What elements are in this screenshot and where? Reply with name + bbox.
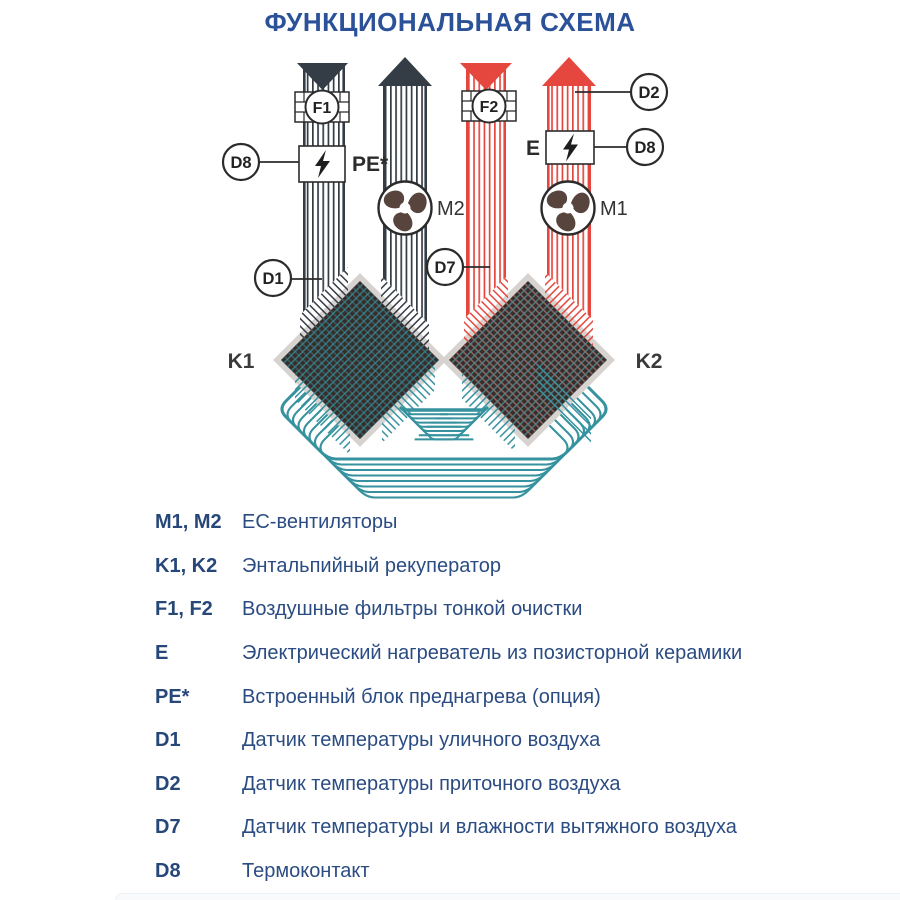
exchanger-k1-label: K1 (227, 350, 255, 373)
legend-row-k (155, 545, 742, 589)
legend-row-d7 (155, 806, 742, 850)
legend-desc: Встроенный блок преднагрева (опция) (242, 685, 601, 708)
next-section-card-edge (115, 893, 900, 900)
svg-text:D1: D1 (262, 270, 284, 288)
preheater-pe-label: PE* (352, 153, 389, 176)
exchanger-k2-label: K2 (635, 350, 663, 373)
legend-key: F1, F2 (155, 598, 213, 621)
sensor-d8-right (627, 129, 663, 165)
scheme-diagram (0, 50, 900, 510)
filter-f1 (295, 91, 349, 124)
legend-row-d8 (155, 850, 742, 894)
scheme-svg (0, 50, 900, 510)
filter-f1-label: F1 (312, 100, 332, 117)
fan-m1-label: M1 (600, 198, 628, 220)
fan-m2-label: M2 (437, 198, 465, 220)
filter-f2-label: F2 (479, 99, 499, 116)
sensor-d1 (255, 260, 291, 296)
legend-desc: Датчик температуры приточного воздуха (242, 772, 621, 795)
legend-key: D7 (155, 816, 181, 839)
svg-text:D2: D2 (638, 84, 660, 102)
legend (155, 501, 742, 893)
sensor-d7 (427, 249, 463, 285)
legend-desc: Термоконтакт (242, 860, 370, 883)
sensor-d2 (631, 74, 667, 110)
preheater-pe (299, 146, 389, 182)
legend-key: M1, M2 (155, 511, 222, 534)
filter-f2 (462, 90, 516, 123)
supply-outlet-arrow (542, 57, 596, 86)
legend-desc: EC-вентиляторы (242, 511, 398, 534)
sensor-d8-left (223, 144, 259, 180)
fan-m1 (542, 182, 628, 235)
legend-desc: Электрический нагреватель из позисторной керамики (242, 642, 743, 665)
legend-row-d1 (155, 719, 742, 763)
legend-key: D2 (155, 772, 181, 795)
fan-m2 (379, 182, 465, 235)
legend-key: E (155, 642, 169, 665)
page-title: ФУНКЦИОНАЛЬНАЯ СХЕМА (264, 7, 636, 37)
legend-row-m (155, 501, 742, 545)
legend-key: K1, K2 (155, 554, 218, 577)
legend-key: D1 (155, 729, 181, 752)
exhaust-outlet-arrow (378, 57, 432, 86)
svg-text:D7: D7 (434, 259, 456, 277)
legend-key: D8 (155, 860, 181, 883)
svg-text:D8: D8 (634, 139, 656, 157)
legend-desc: Энтальпийный рекуператор (242, 554, 502, 577)
svg-text:D8: D8 (230, 154, 252, 172)
legend-desc: Датчик температуры уличного воздуха (242, 729, 601, 752)
legend-row-d2 (155, 763, 742, 807)
heater-e-label: E (525, 137, 540, 160)
legend-row-pe (155, 675, 742, 719)
heater-e (526, 131, 594, 164)
legend-row-e (155, 632, 742, 676)
legend-desc: Воздушные фильтры тонкой очистки (242, 598, 583, 621)
legend-desc: Датчик температуры и влажности вытяжного воздуха (242, 816, 737, 839)
legend-key: PE* (155, 685, 190, 708)
legend-row-f (155, 588, 742, 632)
